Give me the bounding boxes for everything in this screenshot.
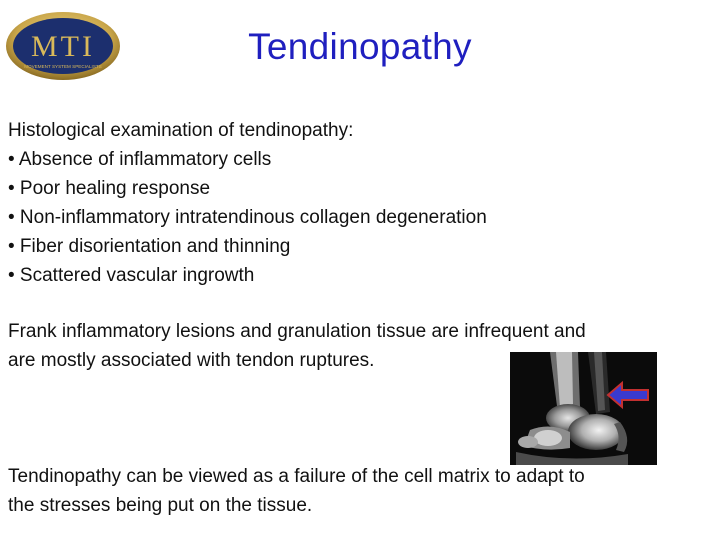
logo-subtext: MOVEMENT SYSTEM SPECIALISTS <box>24 64 102 69</box>
bullet-item: • Absence of inflammatory cells <box>8 149 272 170</box>
bullet-item: • Fiber disorientation and thinning <box>8 236 291 257</box>
bullet-item: • Scattered vascular ingrowth <box>8 265 255 286</box>
bullet-item: • Poor healing response <box>8 178 211 199</box>
paragraph-line: the stresses being put on the tissue. <box>8 495 313 516</box>
paragraph-inflammatory-lesions <box>8 317 586 375</box>
logo-text: MTI <box>31 30 95 63</box>
paragraph-line: Tendinopathy can be viewed as a failure of the cell matrix to adapt to <box>8 466 585 487</box>
histology-section <box>8 116 487 290</box>
paragraph-line: are mostly associated with tendon ruptures. <box>8 350 375 371</box>
paragraph-cell-matrix <box>8 462 585 520</box>
bullet-item: • Non-inflammatory intratendinous collagen degeneration <box>8 207 487 228</box>
ankle-mri-image <box>510 352 657 465</box>
intro-line: Histological examination of tendinopathy: <box>8 120 354 141</box>
paragraph-line: Frank inflammatory lesions and granulation tissue are infrequent and <box>8 321 586 342</box>
page-title: Tendinopathy <box>248 26 472 67</box>
